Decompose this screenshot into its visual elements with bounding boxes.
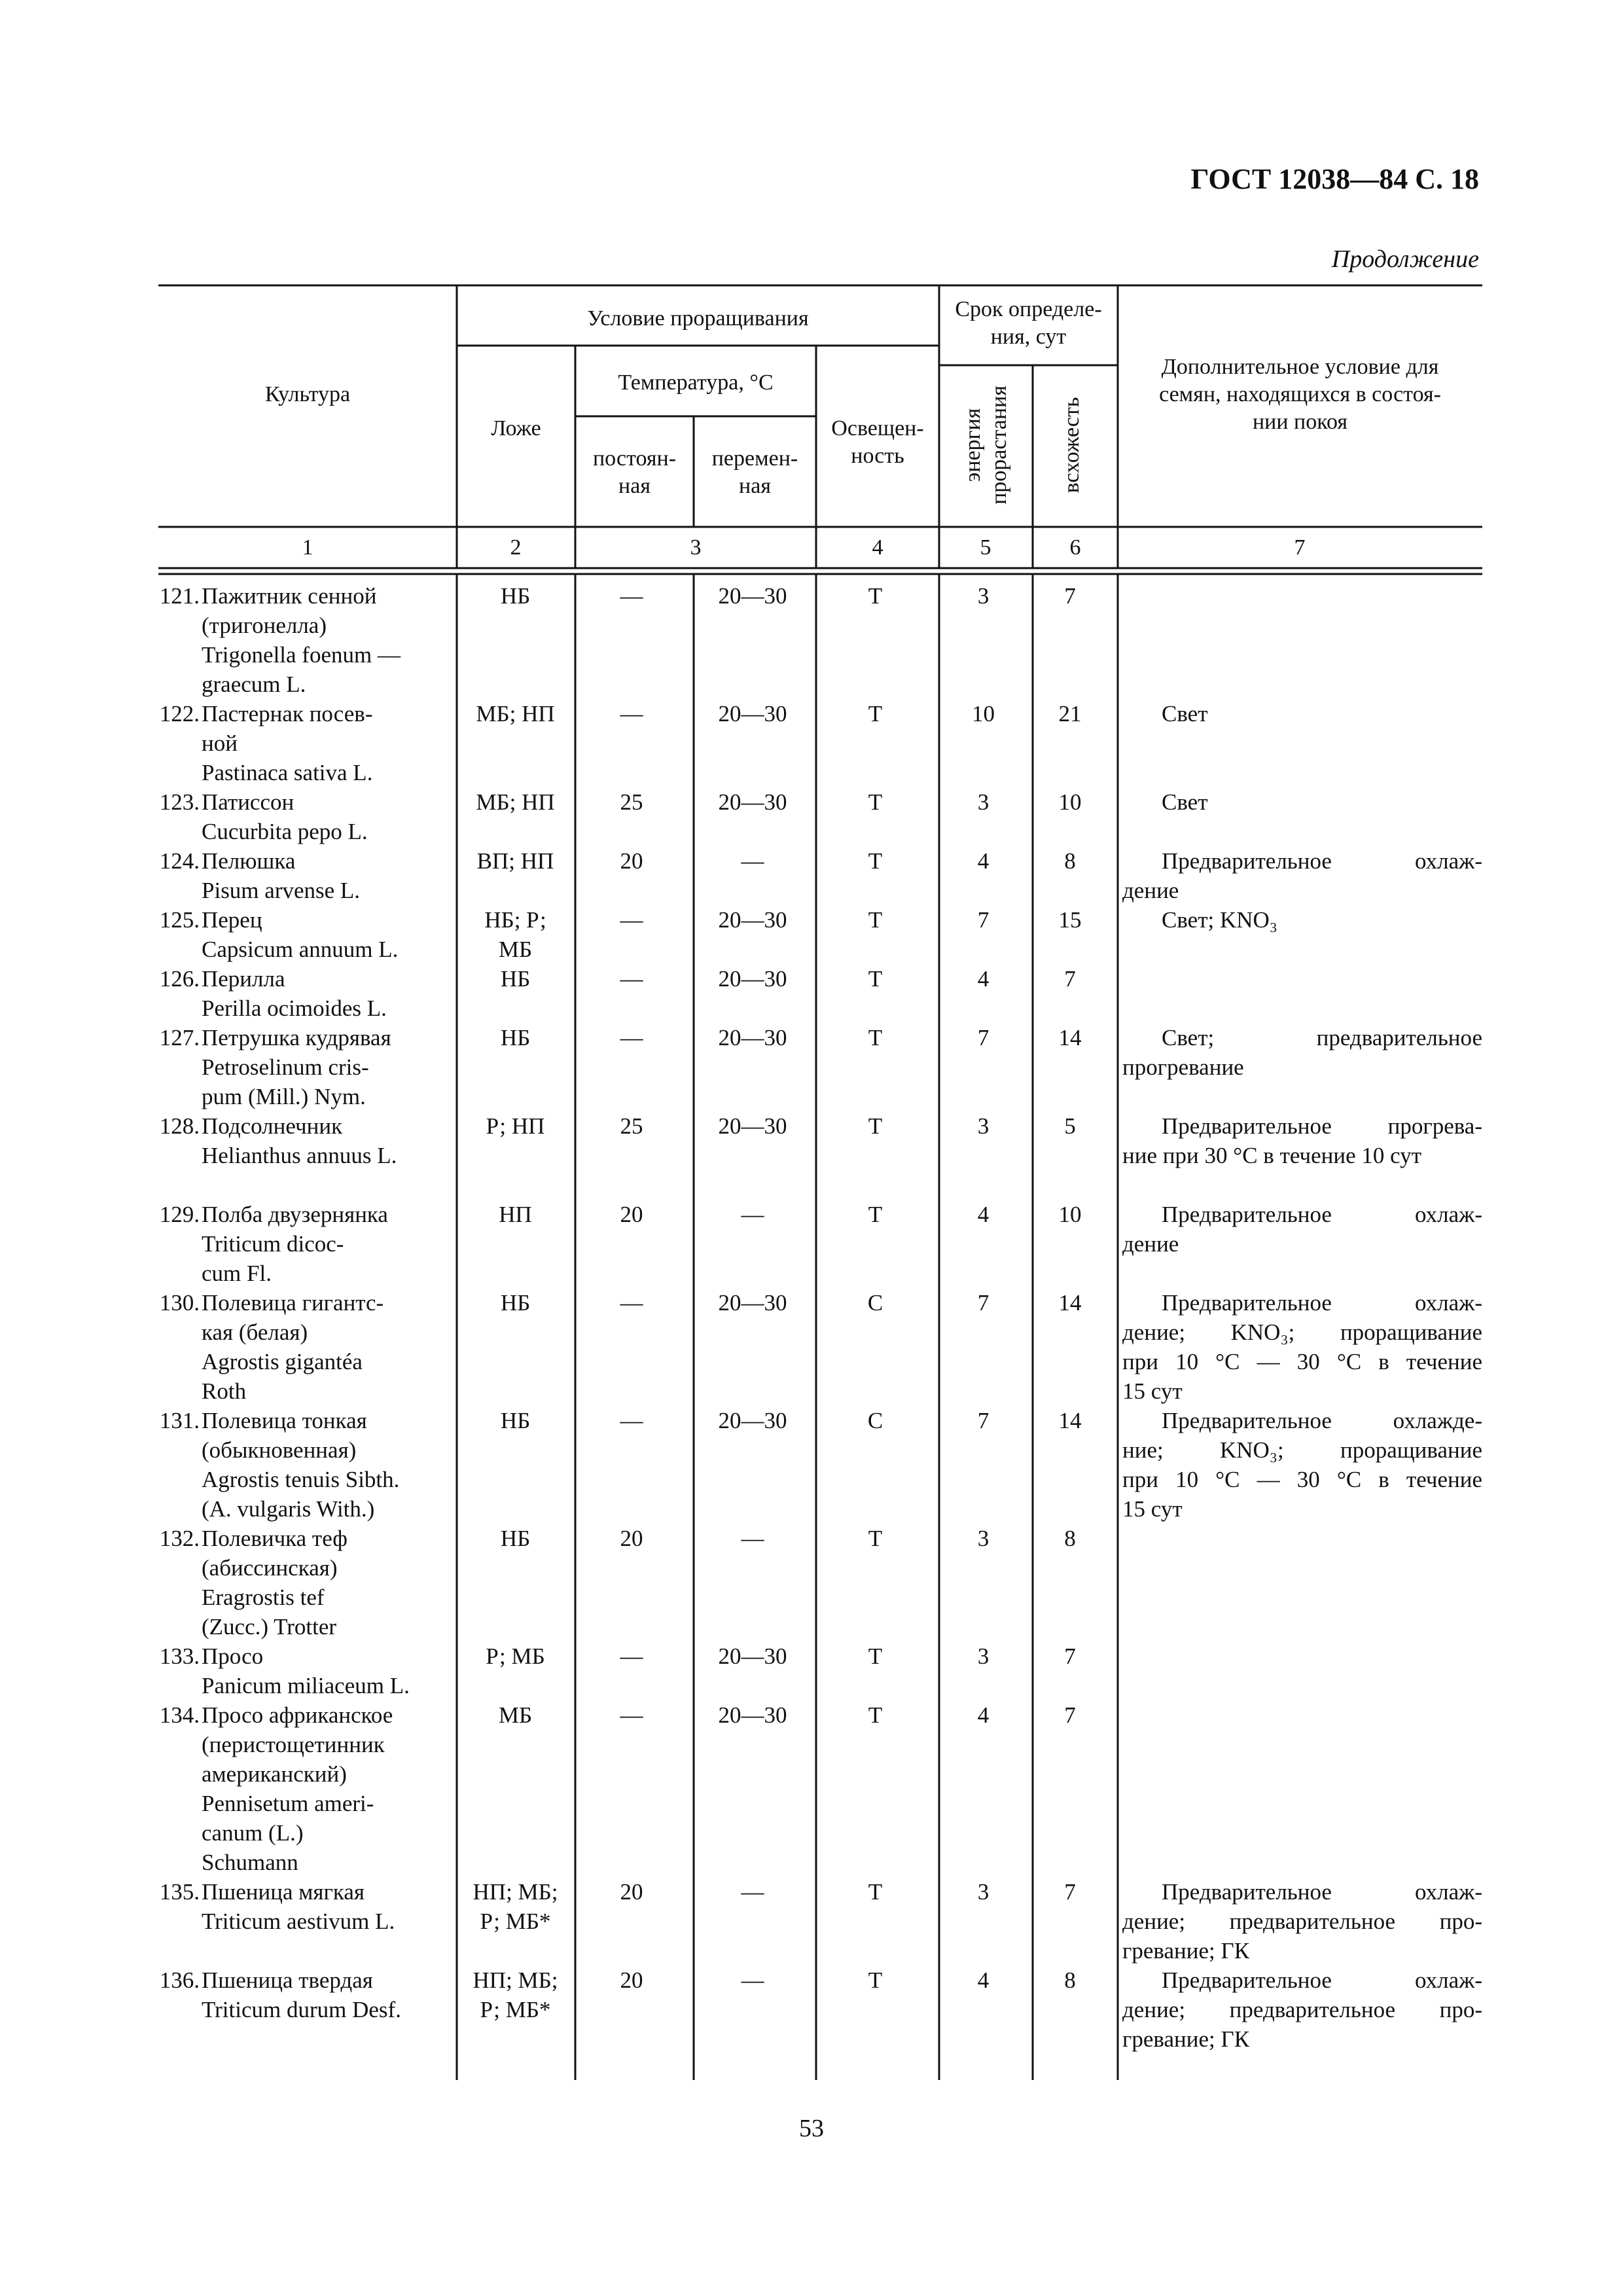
header-temp-var: перемен- ная (711, 446, 798, 498)
crop-name-line: pum (Mill.) Nym. (202, 1084, 366, 1109)
additional-condition-line: Свет (1162, 701, 1208, 726)
temp-const-cell: — (620, 907, 643, 933)
col-number-5: 5 (980, 535, 991, 560)
additional-condition-line: дение; KNO₃; проращивание (1122, 1319, 1482, 1345)
bed-cell: НБ (500, 966, 531, 992)
crop-name-line: Petroselinum cris- (202, 1054, 369, 1080)
crop-name-line: Пелюшка (202, 848, 296, 874)
row-number: 125. (159, 907, 200, 933)
germination-cell: 5 (1064, 1113, 1076, 1139)
header-bed: Ложе (491, 416, 541, 440)
germination-cell: 7 (1064, 583, 1076, 609)
bed-cell: НБ (500, 1408, 531, 1433)
crop-name-line: Trigonella foenum — (202, 642, 401, 668)
crop-name-line: Пажитник сенной (202, 583, 377, 609)
crop-name-line: Петрушка кудрявая (202, 1025, 391, 1050)
crop-name-line: Пшеница мягкая (202, 1879, 365, 1905)
page-number: 53 (799, 2115, 824, 2142)
crop-name-line: Agrostis tenuis Sibth. (202, 1467, 400, 1492)
bed-cell: МБ; НП (476, 789, 555, 815)
temp-const-cell: 20 (620, 848, 643, 874)
additional-condition-line: гревание; ГК (1122, 2026, 1250, 2052)
header-conditions: Условие проращивания (587, 306, 809, 331)
germination-cell: 14 (1058, 1290, 1082, 1316)
germination-cell: 8 (1064, 848, 1076, 874)
light-cell: Т (868, 848, 883, 874)
bed-cell: НБ; Р; МБ (484, 907, 546, 962)
temp-const-cell: — (620, 1702, 643, 1728)
temp-var-cell: 20—30 (718, 789, 787, 815)
energy-cell: 4 (977, 848, 990, 874)
light-cell: Т (868, 1643, 883, 1669)
light-cell: Т (868, 1202, 883, 1227)
col-number-2: 2 (510, 535, 522, 560)
additional-condition-line: Предварительное прогрева- (1162, 1113, 1482, 1139)
crop-name-line: graecum L. (202, 672, 306, 697)
additional-condition-line: при 10 °C — 30 °C в течение (1122, 1467, 1482, 1492)
light-cell: Т (868, 701, 883, 726)
energy-cell: 4 (977, 1202, 990, 1227)
additional-condition (1122, 905, 1482, 935)
crop-name-line: Просо африканское (202, 1702, 393, 1728)
crop-name-line: Triticum aestivum L. (202, 1909, 395, 1934)
energy-cell: 3 (977, 1879, 990, 1905)
col-number-3: 3 (690, 535, 702, 560)
germination-cell: 14 (1058, 1025, 1082, 1050)
additional-condition (1122, 1200, 1482, 1259)
crop-name-line: Cucurbita pepo L. (202, 819, 368, 844)
header-term: Срок определе- ния, сут (955, 297, 1102, 349)
additional-condition (1122, 1877, 1482, 1965)
crop-name (202, 1406, 450, 1524)
additional-condition-line: дение (1122, 878, 1179, 903)
bed-cell: МБ (498, 1702, 533, 1728)
additional-condition-line: дение; предварительное про- (1122, 1909, 1482, 1934)
additional-condition (1122, 699, 1482, 728)
header-light: Освещен- ность (831, 416, 924, 468)
additional-condition-line: дение; предварительное про- (1122, 1997, 1482, 2022)
crop-name-line: canum (L.) (202, 1820, 304, 1846)
energy-cell: 4 (977, 1702, 990, 1728)
temp-const-cell: — (620, 966, 643, 992)
col-number-1: 1 (302, 535, 313, 560)
bed-cell: Р; МБ (486, 1643, 545, 1669)
crop-name (202, 1111, 450, 1170)
col-number-4: 4 (872, 535, 883, 560)
bed-cell: Р; НП (486, 1113, 545, 1139)
header-energy: энергия прорастания (961, 386, 1011, 505)
light-cell: Т (868, 1702, 883, 1728)
bed-cell: НП (499, 1202, 532, 1227)
energy-cell: 7 (977, 907, 990, 933)
row-number: 136. (159, 1967, 200, 1993)
crop-name (202, 787, 450, 846)
additional-condition-line: 15 сут (1122, 1496, 1183, 1522)
bed-cell: НБ (500, 1290, 531, 1316)
row-number: 134. (159, 1702, 200, 1728)
crop-name-line: Полевица гигантс- (202, 1290, 384, 1316)
crop-name (202, 1200, 450, 1288)
bed-cell: ВП; НП (476, 848, 554, 874)
bed-cell: НП; МБ; Р; МБ* (473, 1879, 558, 1934)
header-crop: Культура (264, 382, 351, 406)
temp-const-cell: — (620, 583, 643, 609)
crop-name-line: (обыкновенная) (202, 1437, 357, 1463)
additional-condition (1122, 1023, 1482, 1082)
crop-name-line: Panicum miliaceum L. (202, 1673, 410, 1698)
crop-name-line: Agrostis gigantéa (202, 1349, 363, 1374)
germination-cell: 7 (1064, 966, 1076, 992)
crop-name-line: Pastinaca sativa L. (202, 760, 373, 785)
energy-cell: 7 (977, 1290, 990, 1316)
additional-condition (1122, 1965, 1482, 2054)
crop-name (202, 1877, 450, 1936)
light-cell: С (867, 1408, 883, 1433)
temp-const-cell: 20 (620, 1526, 643, 1551)
energy-cell: 3 (977, 1113, 990, 1139)
light-cell: Т (868, 1025, 883, 1050)
row-number: 122. (159, 701, 200, 726)
additional-condition-line: при 10 °C — 30 °C в течение (1122, 1349, 1482, 1374)
crop-name (202, 905, 450, 964)
crop-name (202, 846, 450, 905)
crop-name-line: Патиссон (202, 789, 294, 815)
temp-var-cell: 20—30 (718, 701, 787, 726)
bed-cell: НБ (500, 1025, 531, 1050)
crop-name-line: Schumann (202, 1850, 298, 1875)
crop-name-line: Полевичка теф (202, 1526, 348, 1551)
crop-name-line: Pennisetum ameri- (202, 1791, 374, 1816)
crop-name-line: Пшеница твердая (202, 1967, 373, 1993)
crop-name-line: Pisum arvense L. (202, 878, 361, 903)
temp-const-cell: 25 (620, 789, 643, 815)
crop-name-line: Перец (202, 907, 262, 933)
germination-cell: 7 (1064, 1643, 1076, 1669)
additional-condition-line: Предварительное охлаж- (1162, 848, 1482, 874)
additional-condition-line: Свет; KNO₃ (1162, 907, 1277, 933)
temp-var-cell: — (741, 1879, 764, 1905)
light-cell: Т (868, 789, 883, 815)
crop-name-line: cum Fl. (202, 1261, 272, 1286)
crop-name (202, 1524, 450, 1641)
germination-cell: 10 (1058, 1202, 1082, 1227)
crop-name-line: Перилла (202, 966, 285, 992)
temp-const-cell: 20 (620, 1879, 643, 1905)
row-number: 127. (159, 1025, 200, 1050)
light-cell: Т (868, 1526, 883, 1551)
crop-name-line: (перистощетинник (202, 1732, 385, 1757)
row-number: 123. (159, 789, 200, 815)
crop-name-line: Подсолнечник (202, 1113, 343, 1139)
additional-condition (1122, 1111, 1482, 1170)
energy-cell: 4 (977, 1967, 990, 1993)
temp-var-cell: 20—30 (718, 966, 787, 992)
energy-cell: 7 (977, 1025, 990, 1050)
additional-condition (1122, 1288, 1482, 1406)
col-number-6: 6 (1069, 535, 1081, 560)
temp-const-cell: 20 (620, 1202, 643, 1227)
row-number: 133. (159, 1643, 200, 1669)
row-number: 135. (159, 1879, 200, 1905)
crop-name-line: Полба двузернянка (202, 1202, 388, 1227)
row-number: 126. (159, 966, 200, 992)
header-additional: Дополнительное условие для семян, находящихся в состоя- нии покоя (1159, 355, 1441, 434)
crop-name-line: ной (202, 730, 238, 756)
temp-const-cell: — (620, 1643, 643, 1669)
header-temp-const: постоян- ная (592, 446, 677, 498)
germination-cell: 21 (1058, 701, 1082, 726)
temp-var-cell: 20—30 (718, 1643, 787, 1669)
additional-condition-line: Предварительное охлаж- (1162, 1879, 1482, 1905)
additional-condition (1122, 1406, 1482, 1524)
additional-condition-line: Свет (1162, 789, 1208, 815)
crop-name-line: (абиссинская) (202, 1555, 338, 1581)
additional-condition-line: Предварительное охлаж- (1162, 1202, 1482, 1227)
crop-name (202, 1288, 450, 1406)
crop-name-line: (A. vulgaris With.) (202, 1496, 375, 1522)
temp-var-cell: 20—30 (718, 1290, 787, 1316)
energy-cell: 4 (977, 966, 990, 992)
crop-name-line: Helianthus annuus L. (202, 1143, 397, 1168)
light-cell: Т (868, 907, 883, 933)
bed-cell: НП; МБ; Р; МБ* (473, 1967, 558, 2022)
additional-condition-line: Предварительное охлаж- (1162, 1290, 1482, 1316)
additional-condition-line: Предварительное охлажде- (1162, 1408, 1482, 1433)
germination-cell: 15 (1058, 907, 1082, 933)
temp-const-cell: — (620, 1025, 643, 1050)
temp-var-cell: 20—30 (718, 583, 787, 609)
additional-condition-line: гревание; ГК (1122, 1938, 1250, 1964)
germination-cell: 8 (1064, 1526, 1076, 1551)
crop-name (202, 964, 450, 1023)
light-cell: Т (868, 1967, 883, 1993)
crop-name-line: американский) (202, 1761, 347, 1787)
continuation-label: Продолжение (1331, 245, 1479, 273)
col-number-7: 7 (1294, 535, 1306, 560)
bed-cell: НБ (500, 1526, 531, 1551)
light-cell: С (867, 1290, 883, 1316)
crop-name (202, 1700, 450, 1877)
header-temperature: Температура, °C (618, 370, 774, 395)
germination-cell: 7 (1064, 1879, 1076, 1905)
energy-cell: 3 (977, 1526, 990, 1551)
light-cell: Т (868, 966, 883, 992)
light-cell: Т (868, 1879, 883, 1905)
row-number: 129. (159, 1202, 200, 1227)
crop-name-line: (тригонелла) (202, 613, 327, 638)
light-cell: Т (868, 1113, 883, 1139)
temp-const-cell: — (620, 1408, 643, 1433)
crop-name-line: Просо (202, 1643, 264, 1669)
crop-name-line: Triticum dicoc- (202, 1231, 344, 1257)
temp-const-cell: — (620, 701, 643, 726)
temp-var-cell: — (741, 1526, 764, 1551)
crop-name-line: Пастернак посев- (202, 701, 373, 726)
temp-var-cell: 20—30 (718, 1408, 787, 1433)
row-number: 124. (159, 848, 200, 874)
additional-condition (1122, 787, 1482, 817)
energy-cell: 7 (977, 1408, 990, 1433)
bed-cell: НБ (500, 583, 531, 609)
additional-condition-line: ние при 30 °C в течение 10 сут (1122, 1143, 1422, 1168)
crop-name-line: Perilla ocimoides L. (202, 996, 387, 1021)
temp-var-cell: 20—30 (718, 1025, 787, 1050)
bed-cell: МБ; НП (476, 701, 555, 726)
crop-name (202, 581, 450, 699)
additional-condition-line: прогревание (1122, 1054, 1244, 1080)
energy-cell: 3 (977, 583, 990, 609)
row-number: 130. (159, 1290, 200, 1316)
temp-var-cell: 20—30 (718, 1113, 787, 1139)
germination-cell: 8 (1064, 1967, 1076, 1993)
additional-condition-line: Свет; предварительное (1162, 1025, 1482, 1050)
row-number: 121. (159, 583, 200, 609)
germination-cell: 14 (1058, 1408, 1082, 1433)
additional-condition-line: дение (1122, 1231, 1179, 1257)
temp-var-cell: — (741, 1202, 764, 1227)
crop-name-line: кая (белая) (202, 1319, 308, 1345)
temp-const-cell: 25 (620, 1113, 643, 1139)
germination-cell: 10 (1058, 789, 1082, 815)
crop-name-line: Eragrostis tef (202, 1585, 325, 1610)
energy-cell: 3 (977, 1643, 990, 1669)
temp-var-cell: — (741, 848, 764, 874)
additional-condition-line: Предварительное охлаж- (1162, 1967, 1482, 1993)
temp-var-cell: — (741, 1967, 764, 1993)
light-cell: Т (868, 583, 883, 609)
crop-name-line: Roth (202, 1378, 247, 1404)
energy-cell: 3 (977, 789, 990, 815)
crop-name-line: Triticum durum Desf. (202, 1997, 401, 2022)
document-header: ГОСТ 12038—84 С. 18 (1190, 163, 1479, 195)
temp-const-cell: — (620, 1290, 643, 1316)
additional-condition-line: ние; KNO₃; проращивание (1122, 1437, 1482, 1463)
crop-name (202, 699, 450, 787)
row-number: 131. (159, 1408, 200, 1433)
crop-name-line: Полевица тонкая (202, 1408, 367, 1433)
temp-const-cell: 20 (620, 1967, 643, 1993)
crop-name-line: Capsicum annuum L. (202, 937, 399, 962)
crop-name (202, 1641, 450, 1700)
crop-name (202, 1965, 450, 2024)
temp-var-cell: 20—30 (718, 907, 787, 933)
row-number: 132. (159, 1526, 200, 1551)
header-germination: всхожесть (1060, 397, 1084, 493)
crop-name (202, 1023, 450, 1111)
germination-cell: 7 (1064, 1702, 1076, 1728)
crop-name-line: (Zucc.) Trotter (202, 1614, 337, 1640)
additional-condition-line: 15 сут (1122, 1378, 1183, 1404)
row-number: 128. (159, 1113, 200, 1139)
temp-var-cell: 20—30 (718, 1702, 787, 1728)
additional-condition (1122, 846, 1482, 905)
energy-cell: 10 (972, 701, 995, 726)
